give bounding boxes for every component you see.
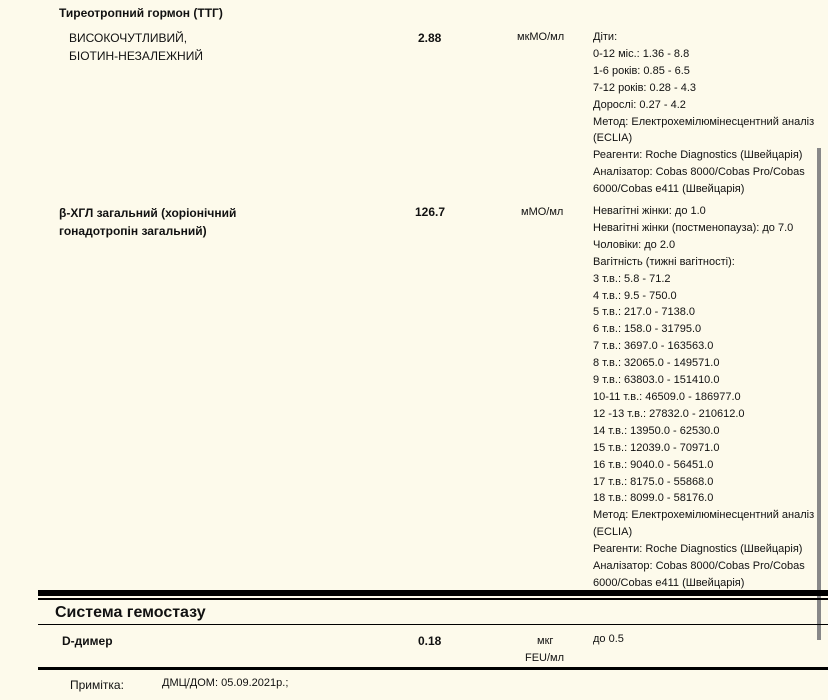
hcg-reference-line: (ECLIA)	[593, 526, 633, 539]
tsh-reference-line: 7-12 років: 0.28 - 4.3	[593, 81, 696, 94]
hcg-name-line2: гонадотропін загальний)	[59, 224, 207, 238]
hcg-value: 126.7	[415, 205, 446, 219]
hcg-reference-line: 14 т.в.: 13950.0 - 62530.0	[593, 424, 720, 437]
tsh-reference-line: Реагенти: Roche Diagnostics (Швейцарія)	[593, 149, 803, 162]
tsh-title: Тиреотропний гормон (ТТГ)	[59, 6, 223, 20]
hcg-reference-line: 18 т.в.: 8099.0 - 58176.0	[593, 492, 714, 505]
hcg-reference-line: Невагітні жінки: до 1.0	[593, 205, 706, 217]
note-label: Примітка:	[70, 678, 124, 692]
section-title-underline	[38, 624, 828, 625]
tsh-reference-line: (ECLIA)	[593, 132, 633, 145]
hcg-unit: мМО/мл	[521, 206, 564, 218]
section-title-hemostasis: Система гемостазу	[55, 604, 206, 621]
tsh-test-line1: ВИСОКОЧУТЛИВИЙ,	[69, 31, 188, 45]
hcg-reference-line: 17 т.в.: 8175.0 - 55868.0	[593, 475, 714, 488]
note-text: ДМЦ/ДОМ: 05.09.2021р.;	[162, 677, 289, 689]
tsh-reference-line: Дорослі: 0.27 - 4.2	[593, 98, 686, 111]
tsh-reference-line: Метод: Електрохемілюмінесцентний аналіз	[593, 115, 815, 128]
row-bottom-rule	[38, 667, 828, 670]
tsh-reference-line: 6000/Cobas e411 (Швейцарія)	[593, 183, 745, 196]
hcg-reference-line: 16 т.в.: 9040.0 - 56451.0	[593, 458, 714, 471]
section-divider-bottom	[38, 598, 828, 600]
tsh-reference-line: 1-6 років: 0.85 - 6.5	[593, 64, 690, 77]
hcg-reference-line: 8 т.в.: 32065.0 - 149571.0	[593, 357, 720, 370]
hcg-reference-line: Аналізатор: Cobas 8000/Cobas Pro/Cobas	[593, 560, 805, 573]
hcg-reference-line: Реагенти: Roche Diagnostics (Швейцарія)	[593, 543, 803, 556]
tsh-reference-line: Діти:	[593, 31, 618, 43]
hcg-reference-line: 12 -13 т.в.: 27832.0 - 210612.0	[593, 407, 745, 420]
tsh-unit: мкМО/мл	[517, 31, 565, 43]
hcg-reference-line: 5 т.в.: 217.0 - 7138.0	[593, 306, 696, 319]
d-dimer-reference: до 0.5	[593, 633, 624, 645]
hcg-reference-line: 7 т.в.: 3697.0 - 163563.0	[593, 340, 714, 353]
tsh-test-line2: БІОТИН-НЕЗАЛЕЖНИЙ	[69, 49, 203, 63]
d-dimer-value: 0.18	[418, 634, 442, 648]
hcg-reference-line: 6 т.в.: 158.0 - 31795.0	[593, 323, 702, 336]
d-dimer-name: D-димер	[62, 634, 113, 648]
d-dimer-unit-line2: FEU/мл	[525, 652, 565, 664]
vertical-scroll-bar[interactable]	[817, 148, 821, 640]
tsh-reference-line: 0-12 міс.: 1.36 - 8.8	[593, 47, 690, 60]
hcg-reference-line: 4 т.в.: 9.5 - 750.0	[593, 289, 677, 302]
d-dimer-unit-line1: мкг	[537, 635, 554, 647]
hcg-reference-line: Чоловіки: до 2.0	[593, 238, 676, 251]
hcg-reference-line: 10-11 т.в.: 46509.0 - 186977.0	[593, 390, 741, 403]
hcg-reference-line: 6000/Cobas e411 (Швейцарія)	[593, 576, 745, 589]
hcg-reference-line: 15 т.в.: 12039.0 - 70971.0	[593, 441, 720, 454]
hcg-name-line1: β-ХГЛ загальний (хоріонічний	[59, 206, 237, 220]
section-divider-top	[38, 590, 828, 596]
hcg-reference	[593, 203, 814, 592]
hcg-reference-line: Невагітні жінки (постменопауза): до 7.0	[593, 221, 794, 234]
hcg-reference-line: Метод: Електрохемілюмінесцентний аналіз	[593, 509, 815, 522]
hcg-reference-line: 3 т.в.: 5.8 - 71.2	[593, 272, 671, 285]
hcg-reference-line: 9 т.в.: 63803.0 - 151410.0	[593, 374, 720, 387]
tsh-reference	[593, 29, 814, 198]
tsh-reference-line: Аналізатор: Cobas 8000/Cobas Pro/Cobas	[593, 166, 805, 179]
tsh-value: 2.88	[418, 31, 442, 45]
hcg-reference-line: Вагітність (тижні вагітності):	[593, 255, 735, 268]
